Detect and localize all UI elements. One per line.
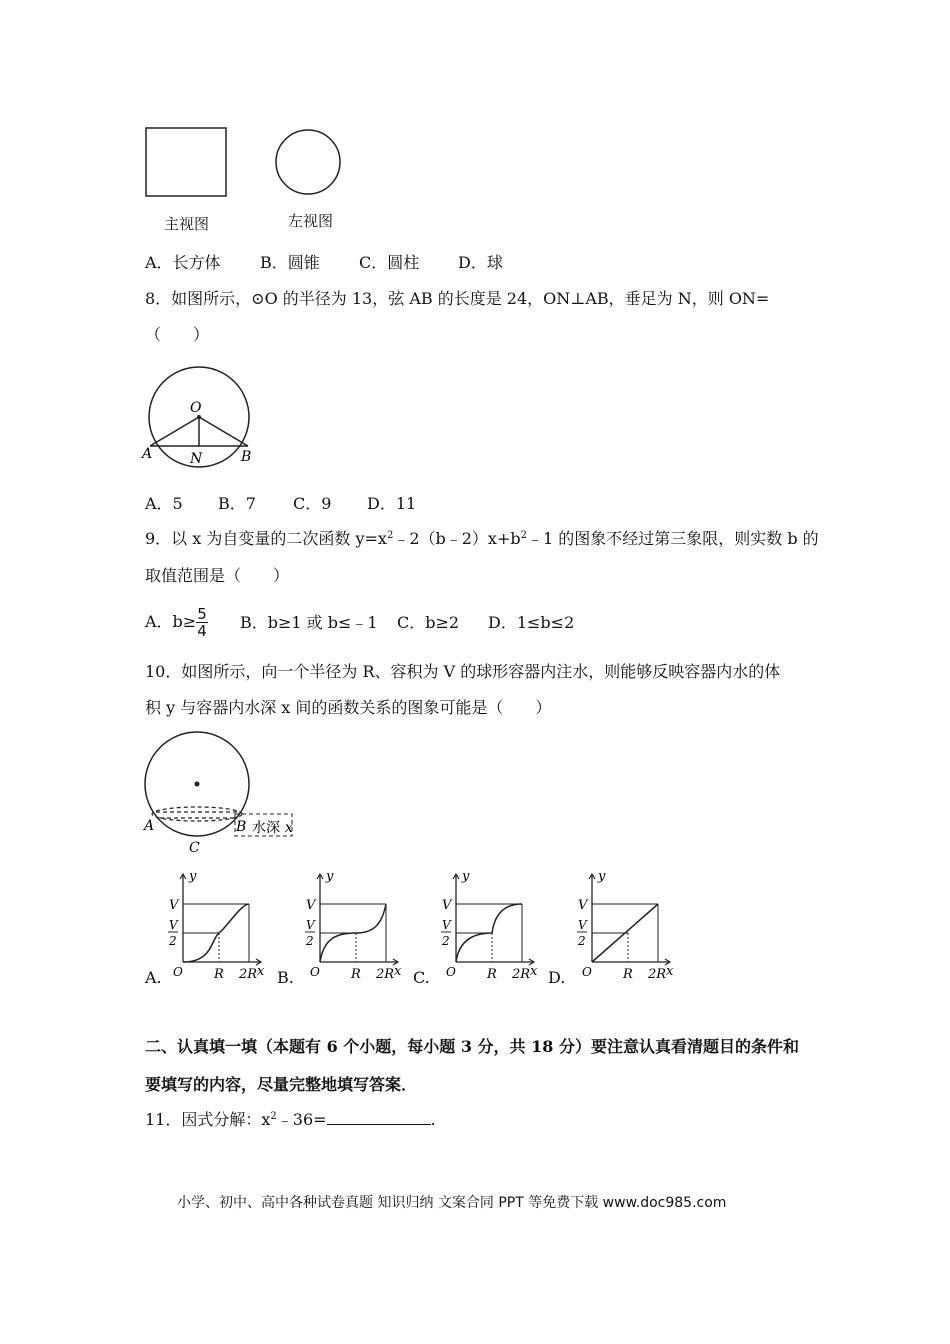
label-x: x (257, 964, 265, 979)
label-b: B (241, 449, 252, 465)
label-r: R (351, 967, 361, 982)
label-y: y (189, 869, 197, 884)
q10-option-b-label: B. (277, 968, 294, 987)
label-2r: 2R (648, 967, 667, 982)
label-v: V (442, 898, 452, 913)
front-view-rectangle (146, 128, 226, 196)
q7-option-a: A．长方体 (145, 253, 221, 272)
front-view-caption: 主视图 (164, 215, 210, 233)
label-x: x (285, 820, 293, 836)
label-2r: 2R (239, 967, 258, 982)
label-y: y (462, 869, 470, 884)
label-x: x (394, 964, 402, 979)
label-v: V (169, 898, 179, 913)
q10-sphere-figure (138, 728, 308, 858)
q9-stem: 9．以 x 为自变量的二次函数 $y=x^2﹣2(b﹣2)x+b^2﹣1$ 的图象不经过第三象限，则实数 b 的 (145, 529, 819, 548)
q9-option-b: B．b≥1 或 b≤﹣1 (240, 613, 378, 632)
q10-graph-a-wrap (145, 866, 265, 990)
label-b: B (236, 819, 247, 835)
q9-option-c: C．b≥2 (397, 613, 460, 632)
graph-a (145, 866, 265, 986)
q10-graph-d-wrap (554, 866, 674, 990)
q11-stem: 11．因式分解：$x^2﹣36=$ . (145, 1110, 436, 1129)
q10-option-d-label: D. (548, 968, 566, 987)
left-view-circle (276, 130, 340, 194)
label-a: A (144, 818, 155, 834)
label-origin: O (446, 965, 456, 979)
label-2r: 2R (376, 967, 395, 982)
graph-d (554, 866, 674, 986)
section2-heading-line1: 二、认真填一填（本题有 6 个小题，每小题 3 分，共 18 分）要注意认真看清题目的条件和 (145, 1037, 799, 1056)
q8-stem: 8．如图所示，⊙O 的半径为 13，弦 AB 的长度是 24，ON⊥AB，垂足为 N，则 ON= (145, 289, 770, 308)
graph-b (282, 866, 402, 986)
label-half-den: 2 (169, 934, 177, 948)
q8-paren: （ ） (145, 325, 210, 344)
graph-c (418, 866, 538, 986)
label-c: C (189, 840, 200, 856)
label-half-num: V (578, 918, 587, 932)
label-origin: O (173, 965, 183, 979)
q10-option-c-label: C. (413, 968, 430, 987)
label-o: O (190, 400, 202, 416)
left-view-caption: 左视图 (288, 212, 334, 230)
label-n: N (190, 451, 203, 467)
q8-option-d: D．11 (367, 494, 417, 513)
label-v: V (306, 898, 316, 913)
q7-option-b: B．圆锥 (260, 253, 320, 272)
q8-circle-figure (138, 362, 268, 472)
label-half-num: V (169, 918, 178, 932)
section2-heading-line2: 要填写的内容，尽量完整地填写答案． (145, 1075, 418, 1094)
q9-option-d: D．1≤b≤2 (488, 613, 575, 632)
q10-option-a-label: A. (145, 968, 162, 987)
label-a: A (142, 446, 153, 462)
q8-option-a: A．5 (145, 494, 183, 513)
label-depth: 水深 (252, 820, 280, 836)
label-r: R (623, 967, 633, 982)
label-half-num: V (442, 918, 451, 932)
label-2r: 2R (512, 967, 531, 982)
q7-views-figure (140, 120, 360, 210)
label-x: x (666, 964, 674, 979)
label-r: R (487, 967, 497, 982)
water-surface (152, 807, 242, 821)
label-y: y (598, 869, 606, 884)
q9-option-a: A．b≥ $\frac{5}{4}$ (145, 605, 207, 640)
q10-graph-b-wrap (282, 866, 402, 990)
label-y: y (326, 869, 334, 884)
label-x: x (530, 964, 538, 979)
q11-answer-blank (327, 1110, 431, 1125)
label-half-den: 2 (442, 934, 450, 948)
label-half-den: 2 (578, 934, 586, 948)
label-half-den: 2 (306, 934, 314, 948)
label-origin: O (310, 965, 320, 979)
label-origin: O (582, 965, 592, 979)
label-half-num: V (306, 918, 315, 932)
q10-stem-line2: 积 y 与容器内水深 x 间的函数关系的图象可能是（ ） (145, 698, 552, 717)
q10-stem-line1: 10．如图所示，向一个半径为 R、容积为 V 的球形容器内注水，则能够反映容器内水的体 (145, 662, 781, 681)
q9-stem-line2: 取值范围是（ ） (145, 566, 290, 585)
label-v: V (578, 898, 588, 913)
q8-option-c: C．9 (293, 494, 332, 513)
page-footer: 小学、初中、高中各种试卷真题 知识归纳 文案合同 PPT 等免费下载 www.doc985.com (177, 1195, 727, 1211)
q8-option-b: B．7 (218, 494, 256, 513)
q7-option-c: C．圆柱 (359, 253, 420, 272)
label-r: R (214, 967, 224, 982)
q7-option-d: D．球 (458, 253, 503, 272)
q10-graph-c-wrap (418, 866, 538, 990)
